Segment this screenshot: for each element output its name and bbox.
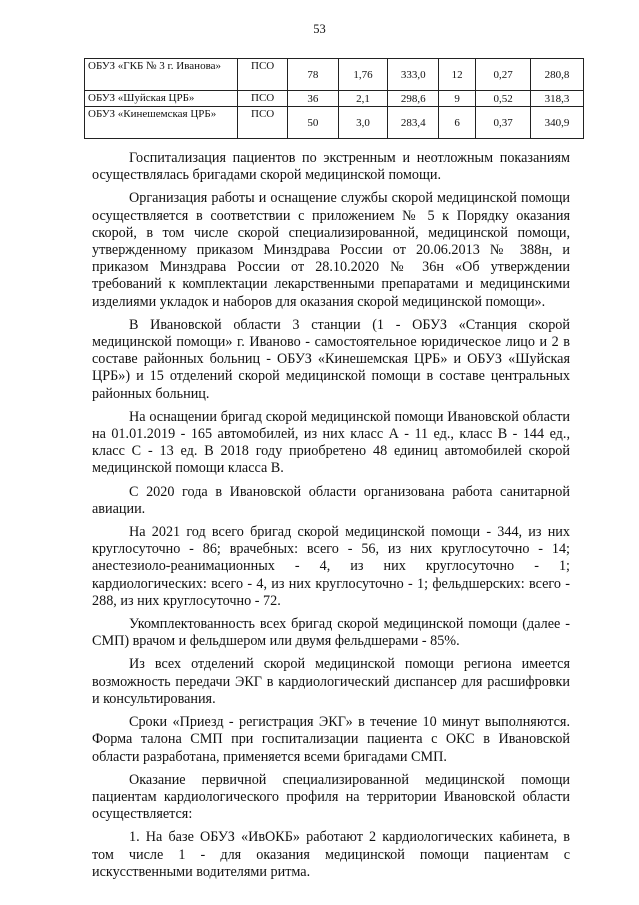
facility-type: ПСО: [238, 107, 288, 139]
institution-name: ОБУЗ «Кинешемская ЦРБ»: [85, 107, 238, 139]
data-table: [84, 58, 584, 139]
institution-name: ОБУЗ «Шуйская ЦРБ»: [85, 91, 238, 107]
table-cell: 78: [287, 59, 338, 91]
table-cell: 2,1: [338, 91, 388, 107]
table-cell: 283,4: [388, 107, 439, 139]
facility-type: ПСО: [238, 59, 288, 91]
table-cell: 3,0: [338, 107, 388, 139]
table-row: [85, 59, 584, 91]
table-cell: 318,3: [531, 91, 584, 107]
table-row: [85, 91, 584, 107]
paragraph: С 2020 года в Ивановской области организована работа санитарной авиации.: [92, 483, 570, 517]
paragraph: 1. На базе ОБУЗ «ИвОКБ» работают 2 кардиологических кабинета, в том числе 1 - для оказания медицинской помощи пациентам с искусственными водителями ритма.: [92, 829, 570, 880]
paragraph: На 2021 год всего бригад скорой медицинской помощи - 344, из них круглосуточно - 86; врачебных: всего - 56, из них круглосуточно - 14; анестезиоло-реанимационных - 4, из них круглосуточно - 1; кардиологических: всего - 4, из них круглосуточно - 1; фельдшерских: всего - 288, из них круглосуточно - 72.: [92, 524, 570, 609]
paragraph: Организация работы и оснащение службы скорой медицинской помощи осуществляется в соответствии с приложением № 5 к Порядку оказания скорой, в том числе скорой специализированной, медицинской помощи, утвержденному приказом Минздрава России от 20.06.2013 № 388н, и приказом Минздрава России от 28.10.2020 № 36н «Об утверждении требований к комплектации лекарственными препаратами и медицинскими изделиями укладок и наборов для оказания скорой медицинской помощи».: [92, 190, 570, 310]
paragraph: Сроки «Приезд - регистрация ЭКГ» в течение 10 минут выполняются. Форма талона СМП при госпитализации пациента с ОКС в Ивановской области разработана, применяется всеми бригадами СМП.: [92, 714, 570, 765]
body-text: [92, 150, 570, 887]
page-number: 53: [313, 22, 326, 36]
table-cell: 36: [287, 91, 338, 107]
paragraph: Госпитализация пациентов по экстренным и неотложным показаниям осуществлялась бригадами скорой медицинской помощи.: [92, 150, 570, 184]
facility-type: ПСО: [238, 91, 288, 107]
table-cell: 298,6: [388, 91, 439, 107]
table-cell: 333,0: [388, 59, 439, 91]
table-cell: 340,9: [531, 107, 584, 139]
paragraph: На оснащении бригад скорой медицинской помощи Ивановской области на 01.01.2019 - 165 автомобилей, из них класс А - 11 ед., класс В - 144 ед., класс С - 13 ед. В 2018 году приобретено 48 единиц автомобилей скорой медицинской помощи класса В.: [92, 408, 570, 477]
table-cell: 0,37: [476, 107, 531, 139]
paragraph: Оказание первичной специализированной медицинской помощи пациентам кардиологического профиля на территории Ивановской области осуществляется:: [92, 771, 570, 823]
table-cell: 1,76: [338, 59, 388, 91]
table-row: [85, 107, 584, 139]
table-cell: 12: [439, 59, 476, 91]
table-cell: 280,8: [531, 59, 584, 91]
institution-name: ОБУЗ «ГКБ № 3 г. Иванова»: [85, 59, 238, 91]
paragraph: В Ивановской области 3 станции (1 - ОБУЗ «Станция скорой медицинской помощи» г. Иваново - самостоятельное юридическое лицо и 2 в составе районных больниц - ОБУЗ «Кинешемская ЦРБ» и ОБУЗ «Шуйская ЦРБ») и 15 отделений скорой медицинской помощи в составе центральных районных больниц.: [92, 316, 570, 402]
table-cell: 0,27: [476, 59, 531, 91]
paragraph: Из всех отделений скорой медицинской помощи региона имеется возможность передачи ЭКГ в кардиологический диспансер для расшифровки и консультирования.: [92, 656, 570, 707]
table-cell: 9: [439, 91, 476, 107]
table-cell: 6: [439, 107, 476, 139]
table-cell: 0,52: [476, 91, 531, 107]
paragraph: Укомплектованность всех бригад скорой медицинской помощи (далее - СМП) врачом и фельдшером или двумя фельдшерами - 85%.: [92, 616, 570, 650]
table-cell: 50: [287, 107, 338, 139]
